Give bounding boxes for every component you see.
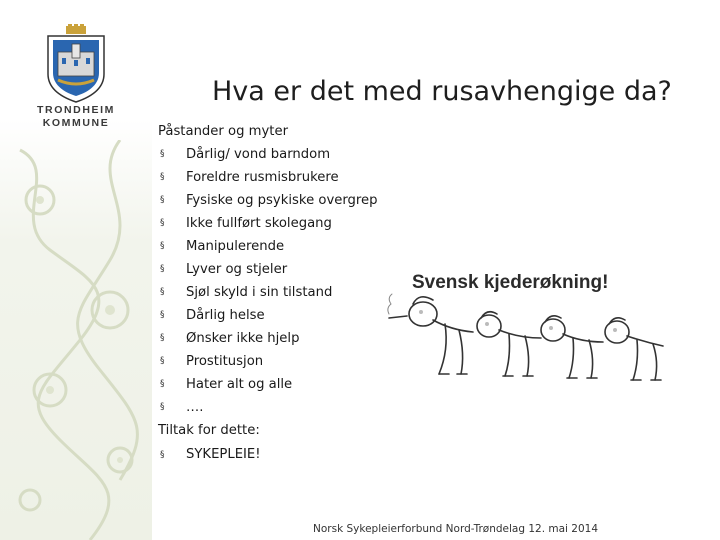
list-item-text: Lyver og stjeler xyxy=(186,262,288,277)
list-item-text: Ikke fullført skolegang xyxy=(186,216,332,231)
list-item xyxy=(158,235,488,258)
chain-smoking-cartoon-image xyxy=(385,268,685,400)
bullet-icon: § xyxy=(160,450,165,460)
slide-title: Hva er det med rusavhengige da? xyxy=(212,76,672,107)
list-item-text: Dårlig helse xyxy=(186,308,265,323)
list-item-text: Fysiske og psykiske overgrep xyxy=(186,193,378,208)
list-item-text: …. xyxy=(186,400,204,415)
list-item-text: Dårlig/ vond barndom xyxy=(186,147,331,162)
bullet-icon: § xyxy=(160,241,165,251)
organization-name xyxy=(22,104,130,130)
bullet-icon: § xyxy=(160,310,165,320)
heading-myths: Påstander og myter xyxy=(158,124,289,139)
list-item-text: Manipulerende xyxy=(186,239,285,254)
measures-list xyxy=(158,442,488,468)
bullet-icon: § xyxy=(160,356,165,366)
org-name-line1: TRONDHEIM xyxy=(37,104,115,116)
list-item-text: Prostitusjon xyxy=(186,354,264,369)
org-name-line2: KOMMUNE xyxy=(42,117,110,129)
cartoon-caption: Svensk kjederøkning! xyxy=(412,272,609,293)
list-item xyxy=(158,166,488,189)
bullet-icon: § xyxy=(160,287,165,297)
footer-text: Norsk Sykepleierforbund Nord-Trøndelag 12. mai 2014 xyxy=(313,523,599,535)
coat-of-arms-icon xyxy=(44,24,108,104)
list-item-text: Foreldre rusmisbrukere xyxy=(186,170,339,185)
bullet-icon: § xyxy=(160,149,165,159)
bullet-icon: § xyxy=(160,218,165,228)
list-item-text: Hater alt og alle xyxy=(186,377,293,392)
list-item xyxy=(158,442,488,468)
list-item-text: Ønsker ikke hjelp xyxy=(186,331,300,346)
bullet-icon: § xyxy=(160,402,165,412)
list-item xyxy=(158,189,488,212)
bullet-icon: § xyxy=(160,264,165,274)
decorative-pattern xyxy=(0,140,152,540)
sidebar-panel xyxy=(0,0,152,540)
list-item xyxy=(158,143,488,166)
bullet-icon: § xyxy=(160,172,165,182)
bullet-icon: § xyxy=(160,333,165,343)
list-item-text: SYKEPLEIE! xyxy=(186,447,261,462)
bullet-icon: § xyxy=(160,195,165,205)
heading-measures: Tiltak for dette: xyxy=(158,423,260,438)
list-item-text: Sjøl skyld i sin tilstand xyxy=(186,285,333,300)
list-item xyxy=(158,212,488,235)
bullet-icon: § xyxy=(160,379,165,389)
